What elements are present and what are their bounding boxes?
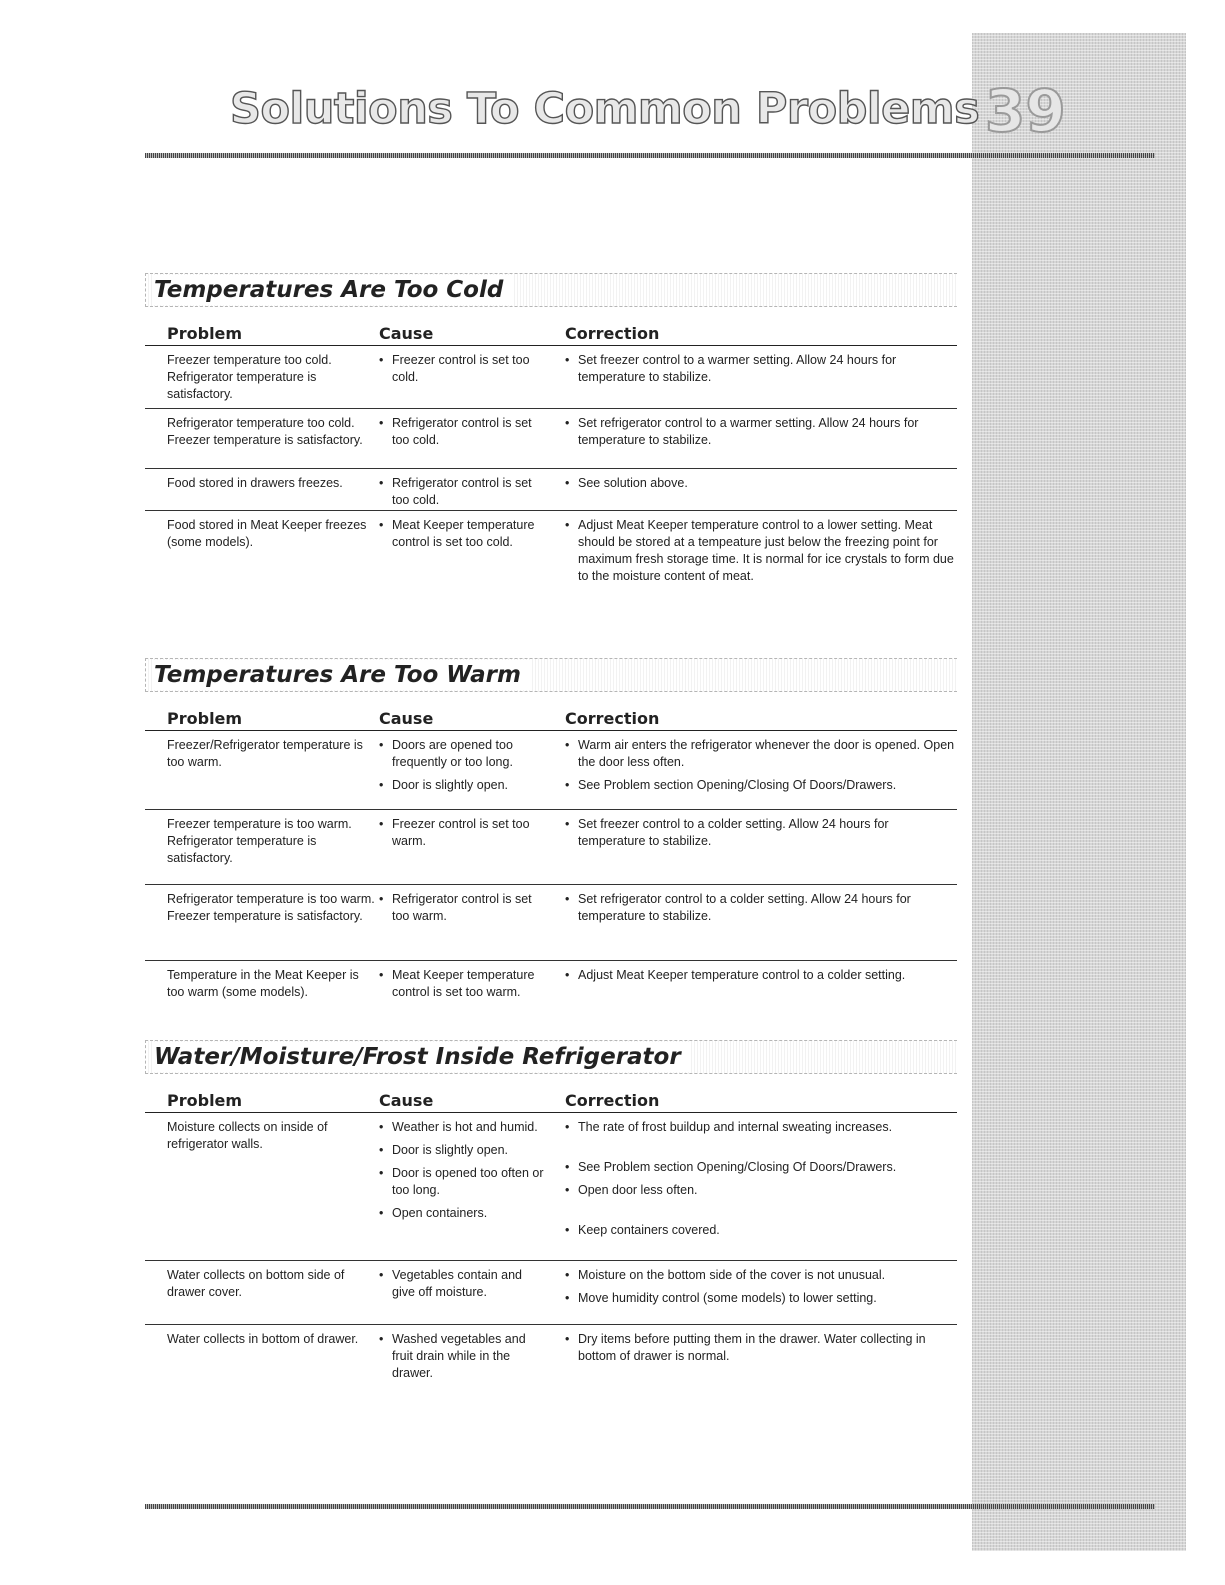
table-row (145, 1113, 957, 1261)
section-header (145, 658, 957, 692)
correction-item: • Set freezer control to a colder setting. Allow 24 hours for temperature to stabilize. (565, 816, 957, 850)
page-title: Solutions To Common Problems (230, 84, 980, 134)
footer-rule (145, 1504, 1155, 1509)
cause-header: Cause (379, 1091, 434, 1110)
cause-header: Cause (379, 324, 434, 343)
correction-header: Correction (565, 709, 660, 728)
problem-text: Moisture collects on inside of refrigerator walls. (167, 1120, 328, 1151)
section-title: Temperatures Are Too Warm (154, 660, 531, 690)
cause-item: • Freezer control is set too warm. (379, 816, 565, 850)
problem-text: Water collects on bottom side of drawer cover. (167, 1268, 345, 1299)
section-too-warm (145, 658, 957, 1011)
problem-text: Freezer/Refrigerator temperature is too warm. (167, 738, 363, 769)
header-rule (145, 153, 1155, 158)
correction-item: • Keep containers covered. (565, 1222, 957, 1239)
problem-text: Freezer temperature too cold. Refrigerator temperature is satisfactory. (167, 353, 332, 401)
cause-item: • Refrigerator control is set too cold. (379, 475, 565, 509)
cause-item: • Door is slightly open. (379, 777, 565, 794)
problem-text: Refrigerator temperature too cold. Freezer temperature is satisfactory. (167, 416, 363, 447)
cause-header: Cause (379, 709, 434, 728)
table-row (145, 810, 957, 885)
cause-item: • Freezer control is set too cold. (379, 352, 565, 386)
correction-item: • The rate of frost buildup and internal sweating increases. (565, 1119, 957, 1136)
table-row (145, 511, 957, 595)
correction-header: Correction (565, 1091, 660, 1110)
correction-item: • Adjust Meat Keeper temperature control to a lower setting. Meat should be stored at a tempeature just below the freezing point for maximum fresh storage time. It is normal for ice crystals to form due to the moisture content of meat. (565, 517, 957, 585)
section-header (145, 273, 957, 307)
section-header (145, 1040, 957, 1074)
table-row (145, 1261, 957, 1325)
correction-item: • See solution above. (565, 475, 957, 492)
page-number: 39 (985, 77, 1066, 145)
cause-item: • Vegetables contain and give off moisture. (379, 1267, 565, 1301)
correction-item: • See Problem section Opening/Closing Of Doors/Drawers. (565, 777, 957, 794)
correction-item: • Move humidity control (some models) to lower setting. (565, 1290, 957, 1307)
correction-header: Correction (565, 324, 660, 343)
problem-text: Food stored in drawers freezes. (167, 476, 343, 490)
correction-item: • Set refrigerator control to a warmer setting. Allow 24 hours for temperature to stabilize. (565, 415, 957, 449)
correction-item: • Dry items before putting them in the drawer. Water collecting in bottom of drawer is normal. (565, 1331, 957, 1365)
correction-item: • Adjust Meat Keeper temperature control to a colder setting. (565, 967, 957, 984)
table-row (145, 409, 957, 469)
correction-item: • Set refrigerator control to a colder setting. Allow 24 hours for temperature to stabilize. (565, 891, 957, 925)
problem-text: Temperature in the Meat Keeper is too warm (some models). (167, 968, 359, 999)
correction-item: • Warm air enters the refrigerator whenever the door is opened. Open the door less often. (565, 737, 957, 771)
cause-item: • Washed vegetables and fruit drain while in the drawer. (379, 1331, 565, 1382)
section-title: Water/Moisture/Frost Inside Refrigerator (154, 1042, 691, 1072)
problem-header: Problem (167, 709, 243, 728)
problem-header: Problem (167, 1091, 243, 1110)
section-water-moisture-frost (145, 1040, 957, 1392)
table-row (145, 1325, 957, 1392)
cause-item: • Door is opened too often or too long. (379, 1165, 565, 1199)
problem-text: Food stored in Meat Keeper freezes (some models). (167, 518, 367, 549)
cause-item: • Refrigerator control is set too cold. (379, 415, 565, 449)
cause-item: • Meat Keeper temperature control is set too cold. (379, 517, 565, 551)
cause-item: • Door is slightly open. (379, 1142, 565, 1159)
column-headers (145, 1084, 957, 1113)
cause-item: • Open containers. (379, 1205, 565, 1222)
table-row (145, 885, 957, 961)
table-row (145, 731, 957, 810)
problem-text: Refrigerator temperature is too warm. Freezer temperature is satisfactory. (167, 892, 375, 923)
problem-header: Problem (167, 324, 243, 343)
table-row (145, 469, 957, 511)
column-headers (145, 317, 957, 346)
problem-text: Water collects in bottom of drawer. (167, 1332, 359, 1346)
correction-item: • Moisture on the bottom side of the cover is not unusual. (565, 1267, 957, 1284)
table-row (145, 346, 957, 409)
table-row (145, 961, 957, 1011)
correction-item: • Open door less often. (565, 1182, 957, 1199)
cause-item: • Refrigerator control is set too warm. (379, 891, 565, 925)
section-title: Temperatures Are Too Cold (154, 275, 513, 305)
side-shaded-bar (972, 33, 1186, 1551)
section-too-cold (145, 273, 957, 595)
correction-item: • Set freezer control to a warmer setting. Allow 24 hours for temperature to stabilize. (565, 352, 957, 386)
correction-item: • See Problem section Opening/Closing Of Doors/Drawers. (565, 1159, 957, 1176)
cause-item: • Doors are opened too frequently or too long. (379, 737, 565, 771)
cause-item: • Weather is hot and humid. (379, 1119, 565, 1136)
cause-item: • Meat Keeper temperature control is set too warm. (379, 967, 565, 1001)
column-headers (145, 702, 957, 731)
problem-text: Freezer temperature is too warm. Refrigerator temperature is satisfactory. (167, 817, 352, 865)
